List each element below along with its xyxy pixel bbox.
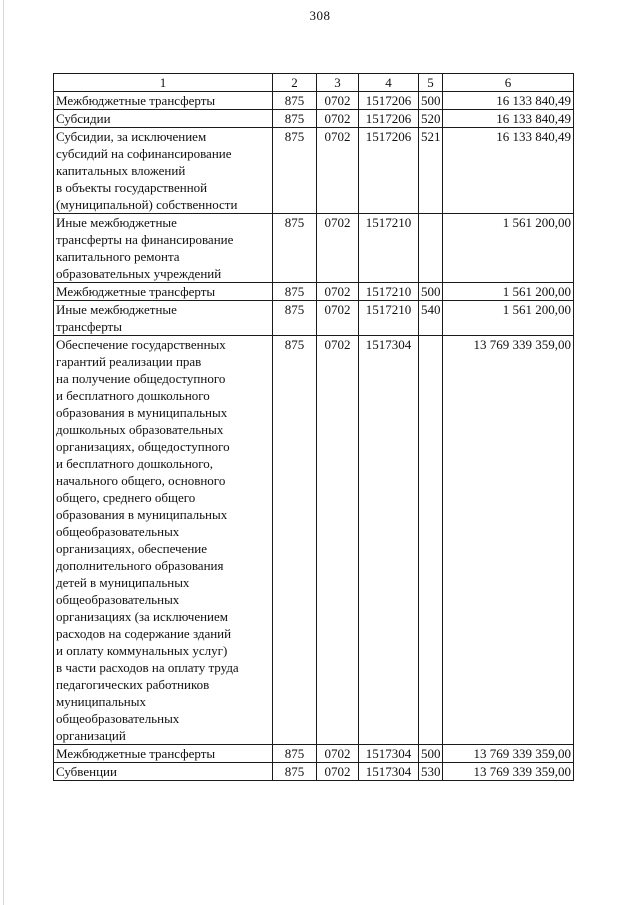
cell-ministry: 875 — [273, 336, 317, 745]
name-line: Иные межбюджетные — [56, 302, 177, 317]
cell-section: 0702 — [317, 301, 359, 336]
cell-name — [54, 214, 273, 283]
cell-ministry: 875 — [273, 301, 317, 336]
name-line: расходов на содержание зданий — [56, 626, 232, 641]
cell-section: 0702 — [317, 110, 359, 128]
name-line: капитального ремонта — [56, 249, 180, 264]
name-line: общеобразовательных — [56, 592, 180, 607]
name-line: Межбюджетные трансферты — [56, 284, 216, 299]
cell-article: 1517304 — [359, 745, 419, 763]
cell-expense-type: 500 — [419, 92, 443, 110]
cell-name — [54, 301, 273, 336]
cell-name — [54, 336, 273, 745]
name-line: трансферты — [56, 319, 122, 334]
name-line: Иные межбюджетные — [56, 215, 177, 230]
cell-article: 1517304 — [359, 336, 419, 745]
table-row — [54, 745, 574, 763]
cell-article: 1517210 — [359, 301, 419, 336]
table-row — [54, 128, 574, 214]
cell-article: 1517206 — [359, 128, 419, 214]
cell-amount: 13 769 339 359,00 — [443, 336, 574, 745]
cell-article: 1517304 — [359, 763, 419, 781]
name-line: детей в муниципальных — [56, 575, 190, 590]
cell-expense-type: 500 — [419, 745, 443, 763]
cell-name — [54, 128, 273, 214]
cell-ministry: 875 — [273, 745, 317, 763]
name-line: организациях (за исключением — [56, 609, 229, 624]
cell-section: 0702 — [317, 128, 359, 214]
name-line: в части расходов на оплату труда — [56, 660, 239, 675]
name-line: Межбюджетные трансферты — [56, 746, 216, 761]
cell-ministry: 875 — [273, 283, 317, 301]
header-row — [54, 74, 574, 92]
cell-amount: 16 133 840,49 — [443, 110, 574, 128]
table-row — [54, 110, 574, 128]
cell-section: 0702 — [317, 92, 359, 110]
name-line: общеобразовательных — [56, 524, 180, 539]
name-line: Субсидии, за исключением — [56, 129, 207, 144]
cell-expense-type — [419, 214, 443, 283]
name-line: Субвенции — [56, 764, 117, 779]
cell-name — [54, 110, 273, 128]
name-line: дошкольных образовательных — [56, 422, 224, 437]
header-col-article: 4 — [359, 74, 419, 92]
cell-expense-type: 500 — [419, 283, 443, 301]
cell-name — [54, 745, 273, 763]
name-line: общего, среднего общего — [56, 490, 196, 505]
cell-expense-type: 520 — [419, 110, 443, 128]
budget-table-header — [54, 74, 574, 92]
cell-expense-type: 530 — [419, 763, 443, 781]
cell-section: 0702 — [317, 763, 359, 781]
name-line: и бесплатного дошкольного — [56, 388, 210, 403]
name-line: Межбюджетные трансферты — [56, 93, 216, 108]
cell-section: 0702 — [317, 283, 359, 301]
cell-amount: 16 133 840,49 — [443, 92, 574, 110]
cell-article: 1517206 — [359, 110, 419, 128]
cell-expense-type — [419, 336, 443, 745]
cell-amount: 1 561 200,00 — [443, 283, 574, 301]
name-line: на получение общедоступного — [56, 371, 226, 386]
cell-ministry: 875 — [273, 214, 317, 283]
name-line: (муниципальной) собственности — [56, 197, 238, 212]
name-line: и оплату коммунальных услуг) — [56, 643, 228, 658]
cell-article: 1517210 — [359, 214, 419, 283]
table-row — [54, 283, 574, 301]
name-line: общеобразовательных — [56, 711, 180, 726]
table-row — [54, 301, 574, 336]
name-line: трансферты на финансирование — [56, 232, 234, 247]
cell-ministry: 875 — [273, 92, 317, 110]
name-line: Субсидии — [56, 111, 111, 126]
name-line: муниципальных — [56, 694, 147, 709]
cell-amount: 16 133 840,49 — [443, 128, 574, 214]
cell-section: 0702 — [317, 214, 359, 283]
name-line: капитальных вложений — [56, 163, 186, 178]
cell-expense-type: 540 — [419, 301, 443, 336]
header-col-type: 5 — [419, 74, 443, 92]
name-line: образовательных учреждений — [56, 266, 222, 281]
header-col-section: 3 — [317, 74, 359, 92]
name-line: образования в муниципальных — [56, 405, 228, 420]
budget-table-body — [54, 92, 574, 781]
scan-edge-line — [3, 0, 4, 905]
name-line: организациях, обеспечение — [56, 541, 208, 556]
name-line: гарантий реализации прав — [56, 354, 202, 369]
name-line: педагогических работников — [56, 677, 210, 692]
header-col-name: 1 — [54, 74, 273, 92]
table-row — [54, 214, 574, 283]
table-row — [54, 336, 574, 745]
cell-ministry: 875 — [273, 128, 317, 214]
cell-name — [54, 92, 273, 110]
page-number: 308 — [309, 8, 331, 23]
cell-name — [54, 763, 273, 781]
cell-ministry: 875 — [273, 763, 317, 781]
name-line: начального общего, основного — [56, 473, 226, 488]
name-line: в объекты государственной — [56, 180, 208, 195]
cell-amount: 1 561 200,00 — [443, 214, 574, 283]
name-line: дополнительного образования — [56, 558, 224, 573]
table-row — [54, 92, 574, 110]
name-line: организациях, общедоступного — [56, 439, 230, 454]
name-line: образования в муниципальных — [56, 507, 228, 522]
cell-article: 1517206 — [359, 92, 419, 110]
cell-amount: 1 561 200,00 — [443, 301, 574, 336]
cell-amount: 13 769 339 359,00 — [443, 745, 574, 763]
name-line: организаций — [56, 728, 126, 743]
cell-section: 0702 — [317, 745, 359, 763]
cell-name — [54, 283, 273, 301]
cell-expense-type: 521 — [419, 128, 443, 214]
name-line: Обеспечение государственных — [56, 337, 226, 352]
cell-section: 0702 — [317, 336, 359, 745]
budget-table — [53, 73, 574, 781]
cell-article: 1517210 — [359, 283, 419, 301]
cell-ministry: 875 — [273, 110, 317, 128]
header-col-ministry: 2 — [273, 74, 317, 92]
name-line: и бесплатного дошкольного, — [56, 456, 214, 471]
table-row — [54, 763, 574, 781]
name-line: субсидий на софинансирование — [56, 146, 232, 161]
cell-amount: 13 769 339 359,00 — [443, 763, 574, 781]
budget-table-container — [53, 73, 574, 781]
header-col-amount: 6 — [443, 74, 574, 92]
